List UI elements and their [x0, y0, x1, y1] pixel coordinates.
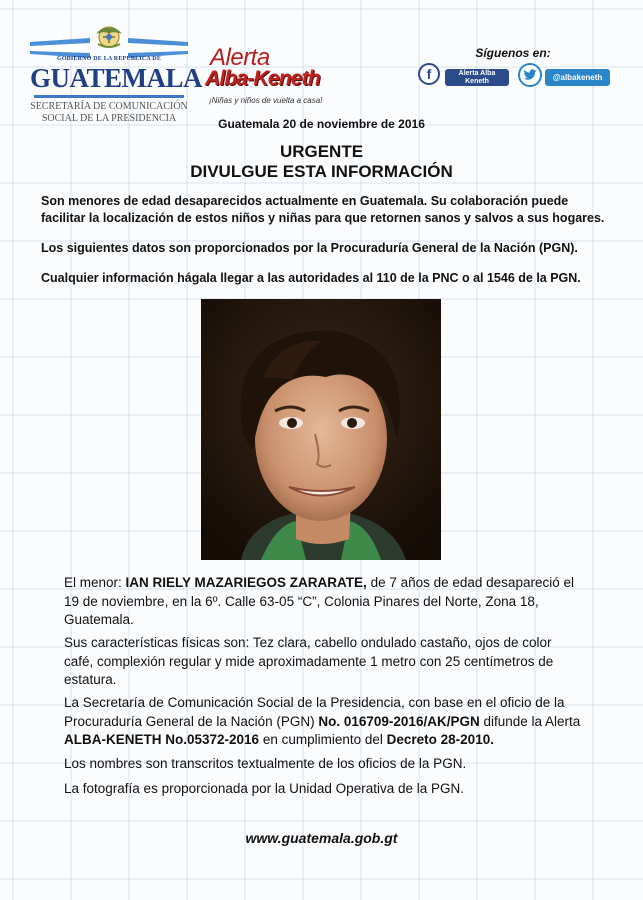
details-paragraph-3: [64, 694, 584, 750]
date-line: Guatemala 20 de noviembre de 2016: [218, 117, 425, 131]
details-prefix: El menor:: [64, 575, 126, 590]
alert-tagline: ¡Niñas y niños de vuelta a casa!: [209, 96, 323, 105]
cumplimiento-text: en cumplimiento del: [259, 732, 387, 747]
secretaria-line-2: SOCIAL DE LA PRESIDENCIA: [41, 113, 177, 124]
alerta-word: Alerta: [210, 44, 270, 71]
decreto-number: Decreto 28-2010.: [386, 732, 494, 747]
secretaria-text: La Secretaría de Comunicación Social de la Presidencia, con base en el oficio de la Procuraduría General de la Nación (PGN): [64, 695, 565, 729]
details-paragraph-4: Los nombres son transcritos textualmente de los oficios de la PGN.: [64, 756, 467, 771]
alerta-alba-keneth-logo: [205, 44, 345, 114]
urgent-line-1: URGENTE: [279, 142, 364, 161]
facebook-label-line-1: Alerta Alba: [458, 70, 496, 77]
intro-paragraph-1: Son menores de edad desaparecidos actualmente en Guatemala. Su colaboración puede facilitar la localización de estos niños y niñas para que retornen sanos y salvos a sus hogares.: [41, 194, 605, 225]
details-paragraph-2: Sus características físicas son: Tez clara, cabello ondulado castaño, ojos de color café, complexión regular y mide aproximadamente 1 metro con 25 centímetros de estatura.: [64, 635, 554, 687]
flag-stripes-right: [128, 38, 188, 58]
intro-paragraph-3: Cualquier información hágala llegar a las autoridades al 110 de la PNC o al 1546 de la PGN.: [41, 271, 581, 285]
guatemala-government-logo: [30, 22, 203, 132]
footer-website-link[interactable]: www.guatemala.gob.gt: [245, 830, 398, 846]
flag-stripes-left: [30, 38, 90, 58]
logo-divider: [34, 95, 184, 98]
secretaria-line-1: SECRETARÍA DE COMUNICACIÓN: [30, 101, 188, 112]
country-name: GUATEMALA: [30, 63, 203, 93]
alerta-number: ALBA-KENETH No.05372-2016: [64, 732, 260, 747]
details-disappearance: de 7 años de edad desapareció el 19 de noviembre, en la 6º. Calle 63-05 “C”, Colonia Pinares del Norte, Zona 18, Guatemala.: [64, 575, 574, 627]
social-title: Síguenos en:: [475, 46, 551, 60]
difunde-text: difunde la Alerta: [479, 713, 581, 729]
facebook-icon[interactable]: f: [418, 63, 440, 85]
missing-child-photo: [201, 299, 441, 560]
coat-of-arms-icon: [92, 22, 126, 52]
oficio-number: No. 016709-2016/AK/PGN: [318, 713, 480, 729]
facebook-link[interactable]: [445, 69, 509, 86]
intro-paragraph-2: Los siguientes datos son proporcionados por la Procuraduría General de la Nación (PGN).: [41, 241, 578, 255]
details-paragraph-1: [64, 574, 584, 630]
twitter-link[interactable]: @albakeneth: [545, 69, 610, 86]
details-paragraph-5: La fotografía es proporcionada por la Unidad Operativa de la PGN.: [64, 781, 464, 796]
facebook-label-line-2: Keneth: [465, 78, 489, 85]
gobierno-text: GOBIERNO DE LA REPÚBLICA DE: [56, 56, 162, 62]
alba-keneth-word: Alba-Keneth: [205, 67, 320, 90]
twitter-icon[interactable]: [518, 63, 542, 87]
child-name: IAN RIELY MAZARIEGOS ZARARATE,: [125, 575, 367, 590]
urgent-heading: [0, 142, 643, 182]
urgent-line-2: DIVULGUE ESTA INFORMACIÓN: [190, 162, 453, 181]
